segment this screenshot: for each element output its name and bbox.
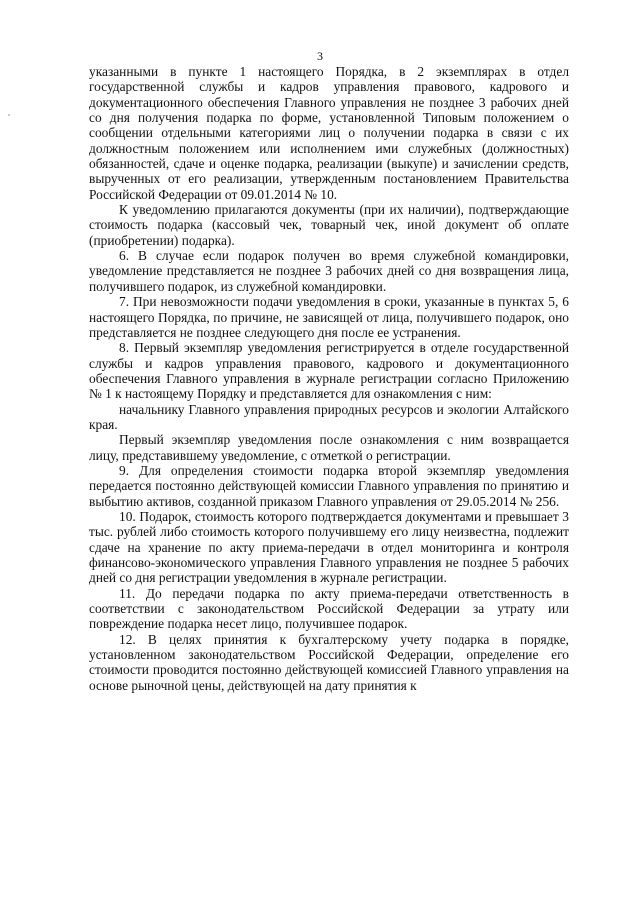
paragraph-return: Первый экземпляр уведомления после ознакомления с ним возвращается лицу, представившему уведомление, с отметкой о регистрации.: [89, 432, 569, 463]
paragraph-item-11: 11. До передачи подарка по акту приема-передачи ответственность в соответствии с законодательством Российской Федерации за утрату или повреждение подарка несет лицо, получившее подарок.: [89, 585, 569, 632]
paragraph-item-7: 7. При невозможности подачи уведомления в сроки, указанные в пунктах 5, 6 настоящего Порядка, по причине, не зависящей от лица, получившего подарок, оно представляется не позднее следующего дня после ее устранения.: [89, 294, 569, 340]
paragraph-item-6: 6. В случае если подарок получен во время служебной командировки, уведомление представляется не позднее 3 рабочих дней со дня возвращения лица, получившего подарок, из служебной командировки.: [89, 248, 569, 294]
paragraph-item-10: 10. Подарок, стоимость которого подтверждается документами и превышает 3 тыс. рублей либо стоимость которого получившему его лицу неизвестна, подлежит сдаче на хранение по акту приема-передачи в отдел мониторинга и контроля финансово-экономического управления Главного управления не позднее 5 рабочих дней со дня регистрации уведомления в журнале регистрации.: [89, 508, 569, 586]
paragraph-addressee: начальнику Главного управления природных ресурсов и экологии Алтайского края.: [89, 401, 569, 432]
document-body: [89, 64, 569, 693]
scan-speck: [8, 114, 10, 116]
paragraph-item-9: 9. Для определения стоимости подарка второй экземпляр уведомления передается постоянно действующей комиссии Главного управления по принятию и выбытию активов, созданной приказом Главного управления от 29.05.2014 № 256.: [89, 462, 569, 509]
page-number: 3: [317, 49, 323, 63]
paragraph-item-8: 8. Первый экземпляр уведомления регистрируется в отделе государственной службы и кадров управления правового, кадрового и документационного обеспечения Главного управления в журнале регистрации согласно Приложению № 1 к настоящему Порядку и представляется для ознакомления с ним:: [89, 340, 569, 402]
paragraph-continuation: указанными в пункте 1 настоящего Порядка, в 2 экземплярах в отдел государственной службы и кадров управления правового, кадрового и документационного обеспечения Главного управления не позднее 3 рабочих дней со дня получения подарка по форме, установленной Типовым положением о сообщении отдельными категориями лиц о получении подарка в связи с их должностным положением или исполнением ими служебных (должностных) обязанностей, сдаче и оценке подарка, реализации (выкупе) и зачислении средств, вырученных от его реализации, утвержденным постановлением Правительства Российской Федерации от 09.01.2014 № 10.: [89, 64, 569, 202]
paragraph-attachments: К уведомлению прилагаются документы (при их наличии), подтверждающие стоимость подарка (кассовый чек, товарный чек, иной документ об оплате (приобретении) подарка).: [89, 202, 569, 248]
paragraph-item-12: 12. В целях принятия к бухгалтерскому учету подарка в порядке, установленном законодательством Российской Федерации, определение его стоимости проводится постоянно действующей комиссией Главного управления на основе рыночной цены, действующей на дату принятия к: [89, 631, 569, 693]
